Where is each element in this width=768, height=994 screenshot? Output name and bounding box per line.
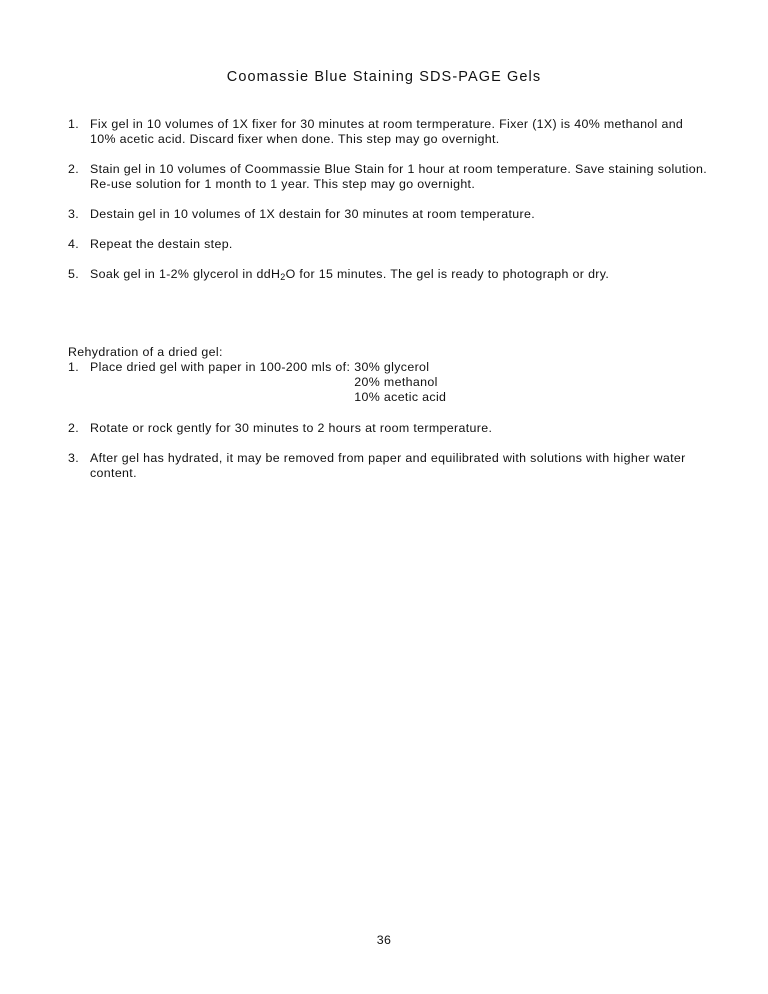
step-text-before: Soak gel in 1-2% glycerol in ddH — [90, 267, 281, 281]
staining-step-3 — [68, 207, 708, 222]
step-text: After gel has hydrated, it may be removed from paper and equilibrated with solutions with higher water content. — [90, 451, 686, 480]
staining-step-5 — [68, 267, 708, 282]
staining-step-4 — [68, 237, 708, 252]
step-number: 4. — [68, 237, 80, 251]
step-text: Rotate or rock gently for 30 minutes to 2 hours at room termperature. — [90, 421, 493, 435]
step-number: 3. — [68, 207, 80, 221]
ingredient-list — [354, 360, 446, 405]
step-text: Place dried gel with paper in 100-200 mls of: — [90, 360, 351, 374]
subscript-two: 2 — [280, 272, 286, 282]
page-number: 36 — [376, 933, 392, 947]
step-number: 1. — [68, 360, 80, 374]
ingredient-item: 30% glycerol — [354, 360, 430, 374]
step-text — [90, 267, 708, 282]
document-title: Coomassie Blue Staining SDS-PAGE Gels — [226, 69, 542, 85]
rehydration-step-3 — [68, 451, 708, 481]
ingredient-item: 10% acetic acid — [354, 390, 447, 404]
step-number: 3. — [68, 451, 80, 465]
step-text: Fix gel in 10 volumes of 1X fixer for 30 minutes at room termperature. Fixer (1X) is 40% methanol and 10% acetic acid. Discard fixer when done. This step may go overnight. — [90, 117, 684, 146]
step-text-after: O for 15 minutes. The gel is ready to photograph or dry. — [285, 267, 610, 281]
rehydration-heading: Rehydration of a dried gel: — [68, 345, 223, 359]
step-text: Destain gel in 10 volumes of 1X destain for 30 minutes at room temperature. — [90, 207, 535, 221]
step-text: Repeat the destain step. — [90, 237, 233, 251]
step-number: 5. — [68, 267, 80, 281]
step-text: Stain gel in 10 volumes of Coommassie Blue Stain for 1 hour at room temperature. Save staining solution. Re-use solution for 1 month to 1 year. This step may go overnight. — [90, 162, 707, 191]
step-number: 2. — [68, 162, 80, 176]
step-number: 1. — [68, 117, 80, 131]
rehydration-step-1 — [68, 360, 708, 405]
step-number: 2. — [68, 421, 80, 435]
staining-step-1 — [68, 117, 708, 147]
rehydration-step-2 — [68, 421, 708, 436]
staining-step-2 — [68, 162, 708, 192]
ingredient-item: 20% methanol — [354, 375, 438, 389]
